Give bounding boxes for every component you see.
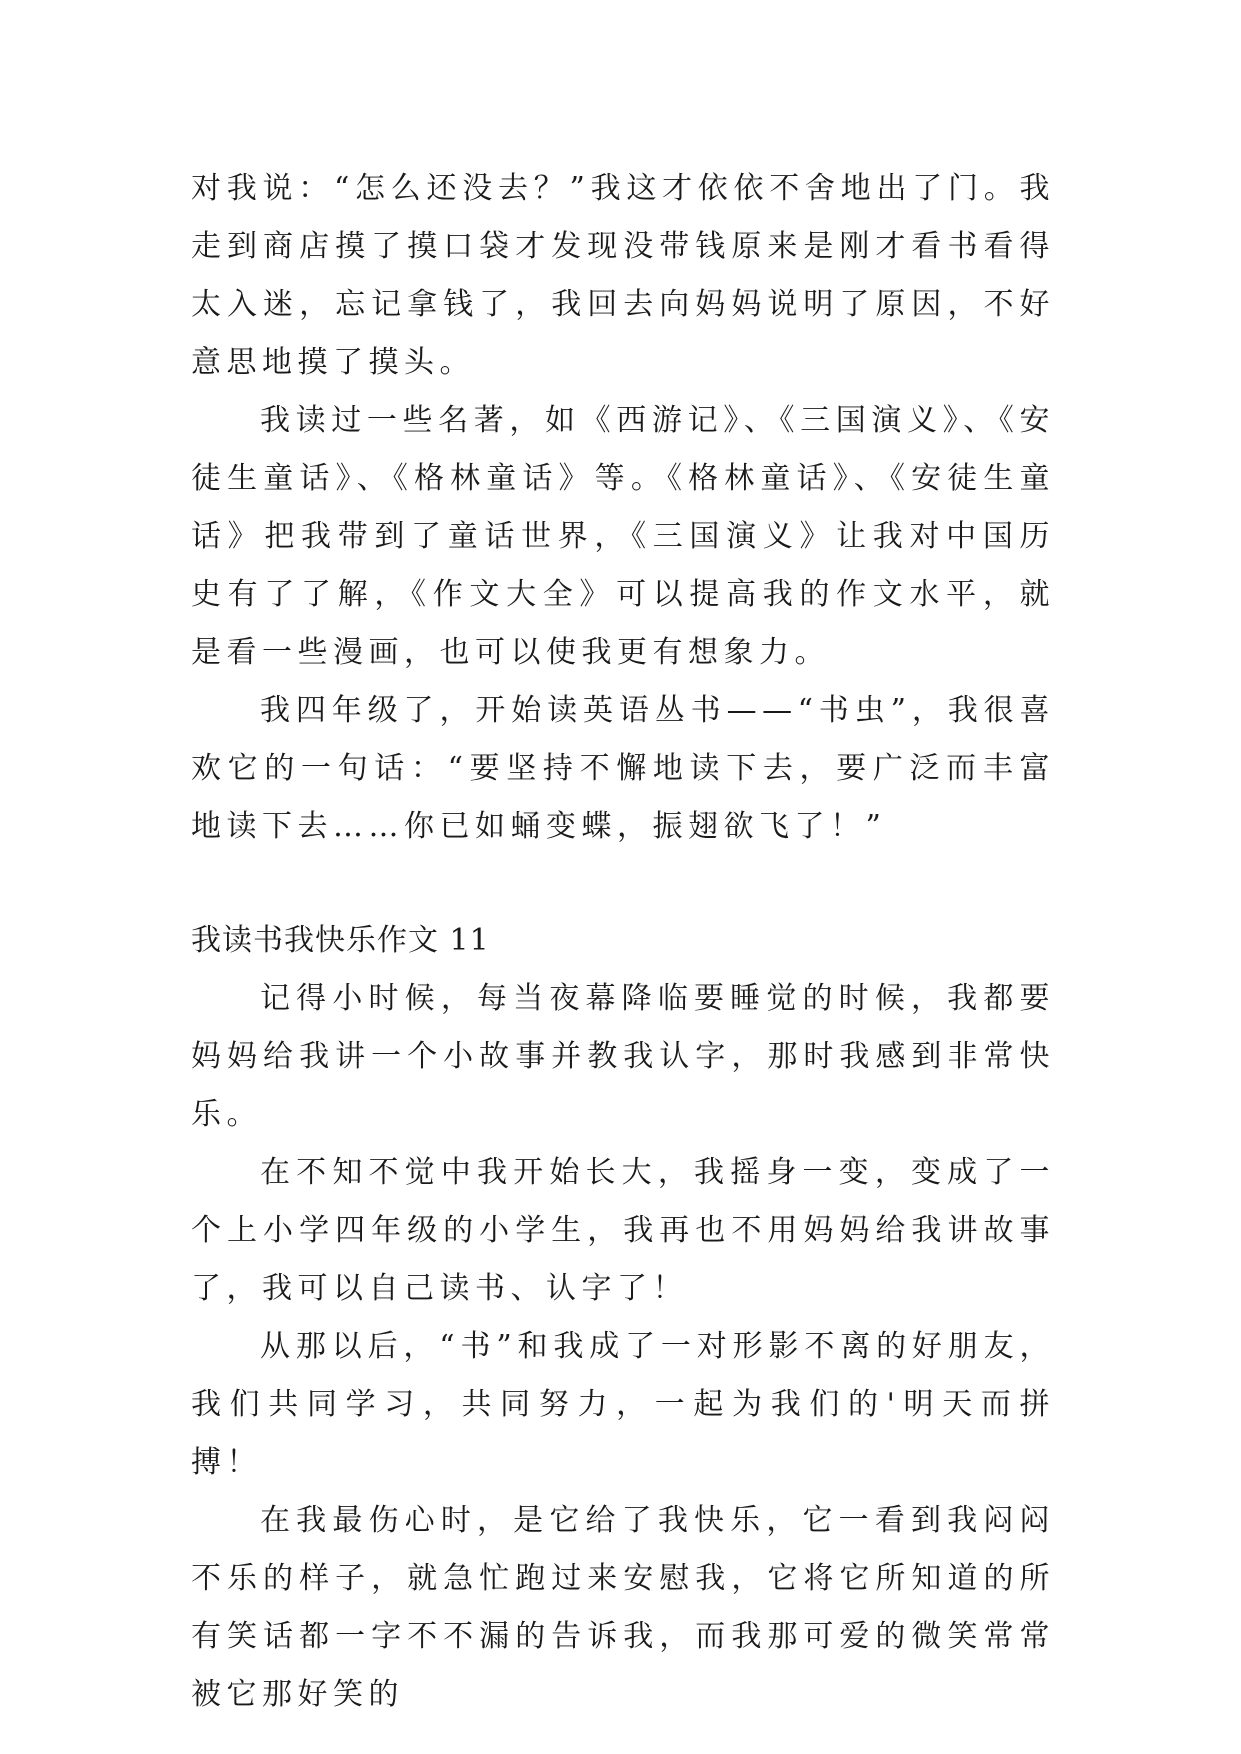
essay-11-section	[191, 912, 1055, 1724]
paragraph: 我读过一些名著，如《西游记》、《三国演义》、《安徒生童话》、《格林童话》等。《格林童话》、《安徒生童话》把我带到了童话世界，《三国演义》让我对中国历史有了了解，《作文大全》可以提高我的作文水平，就是看一些漫画，也可以使我更有想象力。	[191, 403, 1055, 670]
essay-title: 我读书我快乐作文 11	[191, 923, 490, 958]
paragraph: 从那以后，“书”和我成了一对形影不离的好朋友，我们共同学习，共同努力，一起为我们的'明天而拼搏！	[191, 1329, 1055, 1480]
paragraph: 在我最伤心时，是它给了我快乐，它一看到我闷闷不乐的样子，就急忙跑过来安慰我，它将它所知道的所有笑话都一字不不漏的告诉我，而我那可爱的微笑常常被它那好笑的	[191, 1503, 1055, 1712]
paragraph: 我四年级了，开始读英语丛书——“书虫”，我很喜欢它的一句话：“要坚持不懈地读下去，要广泛而丰富地读下去……你已如蛹变蝶，振翅欲飞了！”	[191, 693, 1055, 844]
paragraph-continuation: 对我说：“怎么还没去？”我这才依依不舍地出了门。我走到商店摸了摸口袋才发现没带钱原来是刚才看书看得太入迷，忘记拿钱了，我回去向妈妈说明了原因，不好意思地摸了摸头。	[191, 171, 1055, 380]
essay-continued-section	[191, 160, 1055, 856]
paragraph: 在不知不觉中我开始长大，我摇身一变，变成了一个上小学四年级的小学生，我再也不用妈妈给我讲故事了，我可以自己读书、认字了！	[191, 1155, 1055, 1306]
paragraph: 记得小时候，每当夜幕降临要睡觉的时候，我都要妈妈给我讲一个小故事并教我认字，那时我感到非常快乐。	[191, 981, 1055, 1132]
page-body	[191, 160, 1055, 1724]
